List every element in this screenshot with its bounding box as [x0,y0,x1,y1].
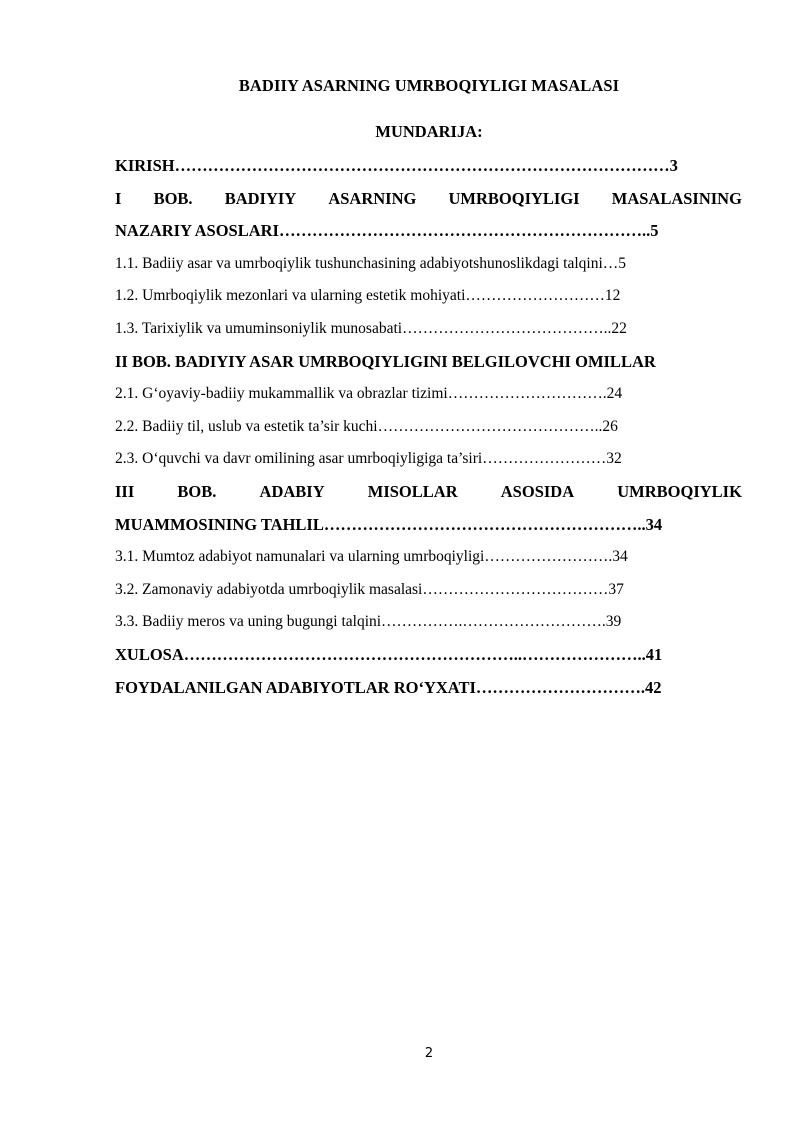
toc-word: MISOLLAR [367,481,458,501]
toc-word: ADABIY [259,481,325,501]
toc-word: BOB. [177,481,217,501]
toc-word: ASARNING [328,188,417,208]
toc-entry-section-2-2: 2.2. Badiiy til, uslub va estetik ta’sir kuchi……………………………………..26 [115,417,618,435]
toc-heading: MUNDARIJA: [375,122,483,141]
toc-word: ASOSIDA [500,481,575,501]
toc-word: BADIYIY [224,188,297,208]
toc-entry-section-1-2: 1.2. Umrboqiylik mezonlari va ularning estetik mohiyati………………………12 [115,287,621,305]
page-number: 2 [424,1046,434,1061]
toc-entry-section-3-1: 3.1. Mumtoz adabiyot namunalari va ularning umrboqiyligi…………………….34 [115,548,628,566]
toc-word: UMRBOQIYLIGI [448,188,580,208]
toc-word: BOB. [153,188,193,208]
toc-entry-chapter-2: II BOB. BADIYIY ASAR UMRBOQIYLIGINI BELGILOVCHI OMILLAR [115,351,656,371]
toc-entry-section-1-3: 1.3. Tarixiylik va umuminsoniylik munosabati…………………………………..22 [115,319,627,337]
toc-entry-section-3-3: 3.3. Badiiy meros va uning bugungi talqini…………….……………………….39 [115,613,622,631]
toc-word: UMRBOQIYLIK [617,481,742,501]
toc-entry-section-2-1: 2.1. G‘oyaviy-badiiy mukammallik va obrazlar tizimi………………………….24 [115,385,623,403]
toc-word: I [115,188,122,208]
toc-entry-section-2-3: 2.3. O‘quvchi va davr omilining asar umrboqiyligiga ta’siri……………………32 [115,450,622,468]
document-title: BADIIY ASARNING UMRBOQIYLIGI MASALASI [238,76,620,95]
toc-entry-chapter-1-line-1 [115,183,742,216]
toc-entry-section-1-1: 1.1. Badiiy asar va umrboqiylik tushunchasining adabiyotshunoslikdagi talqini…5 [115,254,627,272]
toc-entry-chapter-1-line-2: NAZARIY ASOSLARI…………………………………………………………..5 [115,221,659,241]
toc-entry-chapter-3-line-2: MUAMMOSINING TAHLIL…………………………………………………..34 [115,514,663,534]
toc-entry-adabiyotlar: FOYDALANILGAN ADABIYOTLAR RO‘YXATI………………………….42 [115,677,662,697]
toc-word: III [115,481,135,501]
table-of-contents [115,150,742,704]
toc-entry-xulosa: XULOSA……………………………………………………..…………………..41 [115,644,663,664]
toc-word: MASALASINING [611,188,742,208]
toc-entry-kirish: KIRISH………………………………………………………………………………3 [115,156,678,175]
toc-entry-chapter-3-line-1 [115,476,742,509]
toc-entry-section-3-2: 3.2. Zamonaviy adabiyotda umrboqiylik masalasi………………………………37 [115,580,624,598]
